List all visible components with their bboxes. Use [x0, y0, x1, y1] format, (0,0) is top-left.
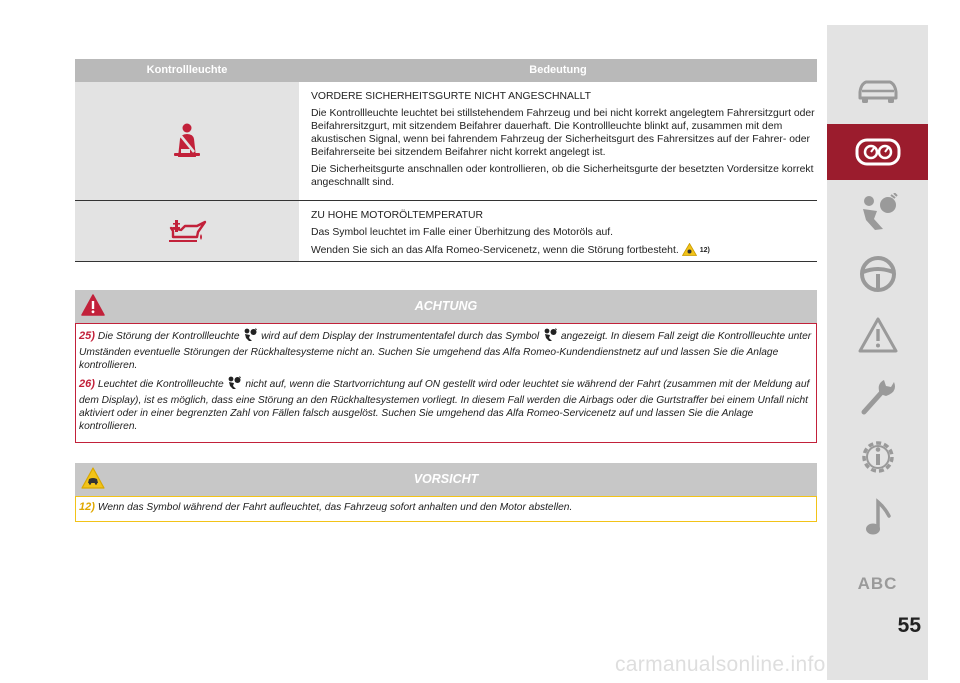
car-icon — [856, 78, 900, 104]
seatbelt-warning-icon — [172, 123, 202, 159]
description-cell — [305, 82, 817, 200]
row-paragraph: Das Symbol leuchtet im Falle einer Überhitzung des Motoröls auf. — [311, 227, 614, 238]
header-bedeutung: Bedeutung — [529, 64, 587, 76]
table-header — [75, 59, 817, 82]
indicator-table — [75, 59, 817, 262]
nav-emergency[interactable] — [827, 307, 928, 363]
row-paragraph: Die Sicherheitsgurte anschnallen oder kontrollieren, ob die Sicherheitsgurte der besetzten Vordersitze korrekt angeschnallt sind. — [311, 164, 814, 188]
description-cell — [305, 201, 817, 261]
page-number: 55 — [897, 614, 921, 637]
airbag-person-icon — [543, 328, 557, 346]
watermark: carmanualsonline.info — [615, 653, 826, 676]
abc-label: ABC — [857, 574, 898, 593]
chapter-sidebar — [827, 25, 928, 680]
vorsicht-title: VORSICHT — [413, 472, 479, 486]
warning-triangle-icon — [857, 316, 899, 354]
nav-dashboard[interactable] — [827, 124, 928, 180]
row-paragraph: Die Kontrollleuchte leuchtet bei stillstehendem Fahrzeug und bei nicht korrekt angelegtem Fahrersitzgurt oder Beifahrersitzgurt, mit sitzendem Beifahrer dauerhaft. Die Kontrollleuchte blinkt auf, zusammen mit dem akustischen Signal, wenn bei fahrendem Fahrzeug der Sicherheitsgurt des Fahrersitzes auf der Fahrer- oder Beifahrerseite bei sitzendem Beifahrer nicht korrekt angelegt ist. — [311, 108, 815, 158]
airbag-person-icon — [857, 193, 899, 233]
nav-safety[interactable] — [827, 185, 928, 241]
oil-temperature-icon — [167, 220, 207, 242]
row-title: VORDERE SICHERHEITSGURTE NICHT ANGESCHNALLT — [311, 91, 592, 102]
caution-triangle-icon — [682, 243, 697, 260]
achtung-item: 26) Leuchtet die Kontrollleuchte nicht auf, wenn die Startvorrichtung auf ON gestellt wird oder leuchtet sie während der Fahrt (zusammen mit der Meldung auf dem Display), ist es möglich, dass eine Störung an den Rückhaltesystemen vorliegt. In diesem Fall werden die Airbags oder die Gurtstraffer bei einem Unfall nicht aktiviert oder in einer begrenzten Zahl von Fällen falsch ausgelöst. Suchen Sie umgehend das Alfa Romeo-Servicenetz auf und lassen Sie die Anlage kontrollieren. — [79, 378, 810, 432]
vorsicht-item: 12) Wenn das Symbol während der Fahrt aufleuchtet, das Fahrzeug sofort anhalten und den Motor abstellen. — [79, 501, 573, 513]
steering-wheel-icon — [858, 254, 898, 294]
achtung-title: ACHTUNG — [414, 299, 478, 313]
nav-multimedia[interactable] — [827, 490, 928, 546]
nav-maintenance[interactable] — [827, 368, 928, 424]
achtung-box — [75, 290, 817, 443]
nav-driving[interactable] — [827, 246, 928, 302]
airbag-person-icon — [243, 328, 257, 346]
row-title: ZU HOHE MOTORÖLTEMPERATUR — [311, 210, 484, 221]
airbag-person-icon — [227, 376, 241, 394]
nav-index[interactable] — [827, 556, 928, 612]
vorsicht-body — [75, 496, 817, 522]
table-row — [75, 201, 817, 262]
info-gear-icon — [857, 436, 899, 478]
nav-technical-data[interactable] — [827, 429, 928, 485]
reference-link[interactable]: 12) — [699, 247, 710, 254]
music-note-icon — [863, 498, 893, 538]
nav-car[interactable] — [827, 63, 928, 119]
achtung-item: 25) Die Störung der Kontrollleuchte wird auf dem Display der Instrumententafel durch das Symbol angezeigt. In diesem Fall zeigt die Kontrollleuchte unter Umständen eventuelle Störungen der Rückhaltesysteme nicht an. Suchen Sie umgehend das Alfa Romeo-Kundendienstnetz auf und lassen Sie die Anlage kontrollieren. — [79, 330, 812, 371]
wrench-icon — [858, 376, 898, 416]
icon-cell — [75, 82, 299, 200]
vorsicht-header — [75, 463, 817, 496]
table-row — [75, 82, 817, 201]
dashboard-gauges-icon — [854, 137, 902, 167]
icon-cell — [75, 201, 299, 261]
vorsicht-box — [75, 463, 817, 522]
achtung-header — [75, 290, 817, 323]
header-kontrollleuchte: Kontrollleuchte — [146, 64, 228, 76]
row-paragraph: Wenden Sie sich an das Alfa Romeo-Servicenetz, wenn die Störung fortbesteht. 12) — [311, 243, 817, 260]
achtung-body — [75, 323, 817, 443]
